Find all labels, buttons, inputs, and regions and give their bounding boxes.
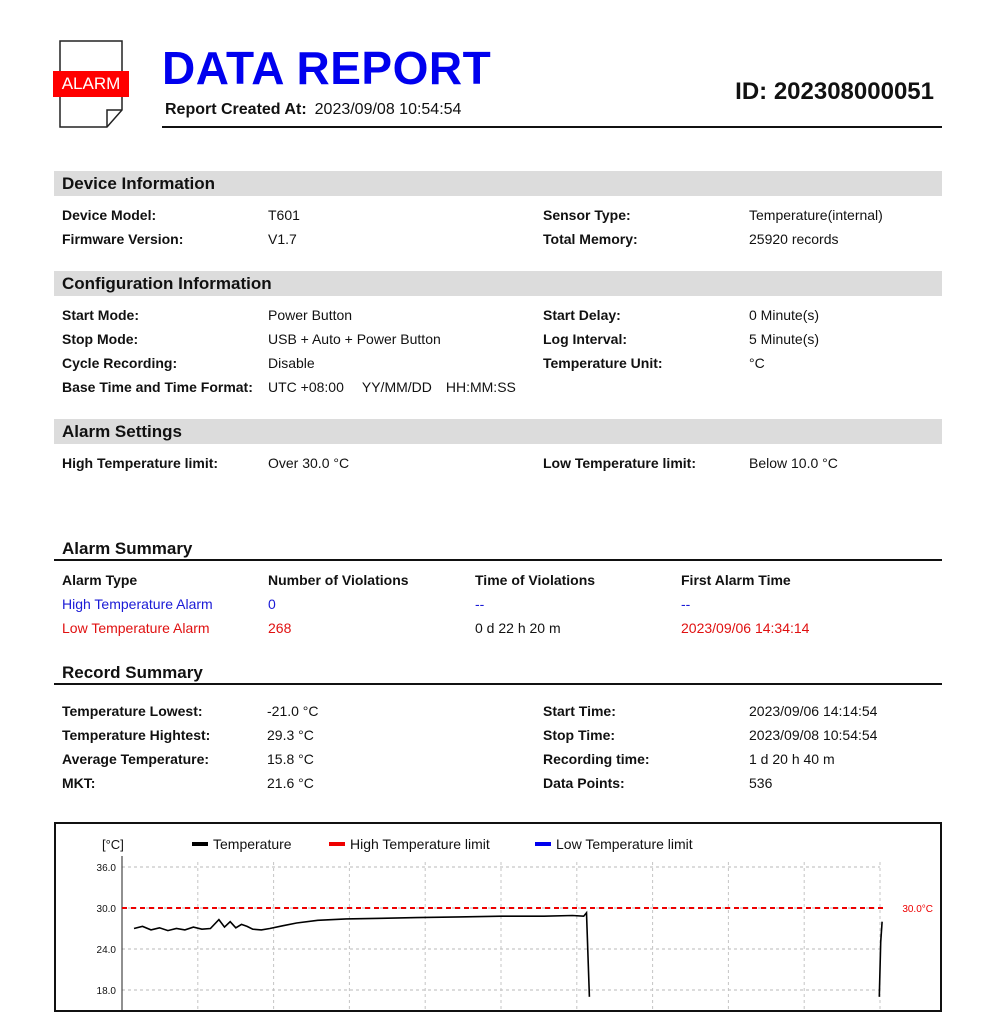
temperature-unit-label: Temperature Unit: [543,355,663,371]
col-violations: Number of Violations [268,572,409,588]
sensor-type-value: Temperature(internal) [749,207,883,223]
low-alarm-first: 2023/09/06 14:34:14 [681,620,810,636]
low-alarm-duration: 0 d 22 h 20 m [475,620,561,636]
recording-time-value: 1 d 20 h 40 m [749,751,835,767]
time-zone-value: UTC +08:00 [268,379,344,395]
report-id: ID: 202308000051 [735,78,934,105]
mkt-value: 21.6 °C [267,775,314,791]
y-tick-label: 30.0 [96,904,116,915]
temperature-series-line [879,922,882,997]
start-time-value: 2023/09/06 14:14:54 [749,703,878,719]
mkt-label: MKT: [62,775,96,791]
record-summary-title: Record Summary [62,663,203,682]
temperature-chart [54,822,942,1012]
high-limit-value: Over 30.0 °C [268,455,350,471]
high-alarm-count: 0 [268,596,276,612]
col-violation-time: Time of Violations [475,572,596,588]
stop-mode-value: USB + Auto + Power Button [268,331,441,347]
high-alarm-type: High Temperature Alarm [62,596,213,612]
total-memory-value: 25920 records [749,231,839,247]
temperature-unit-value: °C [749,355,765,371]
start-time-label: Start Time: [543,703,616,719]
start-delay-label: Start Delay: [543,307,621,323]
legend-high-limit: High Temperature limit [350,836,490,852]
data-points-value: 536 [749,775,773,791]
legend-swatch-low [535,842,551,846]
base-time-label: Base Time and Time Format: [62,379,253,395]
chart-grid [122,862,880,1010]
firmware-label: Firmware Version: [62,231,184,247]
report-created-label: Report Created At: [165,101,307,118]
firmware-value: V1.7 [268,231,297,247]
average-value: 15.8 °C [267,751,314,767]
report-created [165,101,461,119]
y-tick-label: 18.0 [96,986,116,997]
data-points-label: Data Points: [543,775,625,791]
start-delay-value: 0 Minute(s) [749,307,820,323]
header-divider [162,126,942,128]
high-alarm-duration: -- [475,596,485,612]
date-format-value: YY/MM/DD [361,379,432,395]
legend-swatch-high [329,842,345,846]
record-summary-divider [54,683,942,685]
start-mode-value: Power Button [268,307,353,323]
y-tick-labels [97,863,117,997]
col-first-alarm: First Alarm Time [681,572,791,588]
recording-time-label: Recording time: [543,751,650,767]
highest-value: 29.3 °C [267,727,314,743]
alarm-settings-header: Alarm Settings [54,419,942,444]
stop-mode-label: Stop Mode: [62,331,139,347]
device-model-value: T601 [268,207,300,223]
low-alarm-count: 268 [268,620,292,636]
cycle-recording-label: Cycle Recording: [62,355,178,371]
y-tick-label: 24.0 [96,945,116,956]
legend-swatch-temperature [192,842,208,846]
total-memory-label: Total Memory: [543,231,638,247]
chart-canvas [56,824,940,1010]
y-axis-unit: [°C] [102,837,124,852]
legend-low-limit: Low Temperature limit [556,836,693,852]
legend-temperature: Temperature [213,836,292,852]
low-limit-label: Low Temperature limit: [543,455,696,471]
config-section-header: Configuration Information [54,271,942,296]
low-limit-value: Below 10.0 °C [749,455,838,471]
alarm-summary-title: Alarm Summary [62,539,193,558]
temperature-series-line [134,913,589,997]
chart-series [134,913,882,997]
highest-label: Temperature Hightest: [62,727,211,743]
stop-time-value: 2023/09/08 10:54:54 [749,727,878,743]
base-time-value [268,379,516,395]
device-model-label: Device Model: [62,207,157,223]
sensor-type-label: Sensor Type: [543,207,631,223]
high-limit-label: High Temperature limit: [62,455,219,471]
y-tick-label: 36.0 [96,863,116,874]
log-interval-label: Log Interval: [543,331,628,347]
average-label: Average Temperature: [62,751,210,767]
alarm-summary-divider [54,559,942,561]
clock-format-value: HH:MM:SS [445,379,516,395]
page-title: DATA REPORT [162,42,492,94]
col-alarm-type: Alarm Type [62,572,138,588]
report-created-value: 2023/09/08 10:54:54 [314,101,462,118]
alarm-badge: ALARM [53,71,129,97]
lowest-value: -21.0 °C [267,703,319,719]
high-limit-line-label: 30.0°C [902,904,933,915]
low-alarm-type: Low Temperature Alarm [62,620,210,636]
stop-time-label: Stop Time: [543,727,616,743]
start-mode-label: Start Mode: [62,307,139,323]
cycle-recording-value: Disable [268,355,315,371]
device-section-header: Device Information [54,171,942,196]
log-interval-value: 5 Minute(s) [749,331,820,347]
lowest-label: Temperature Lowest: [62,703,203,719]
high-alarm-first: -- [681,596,691,612]
